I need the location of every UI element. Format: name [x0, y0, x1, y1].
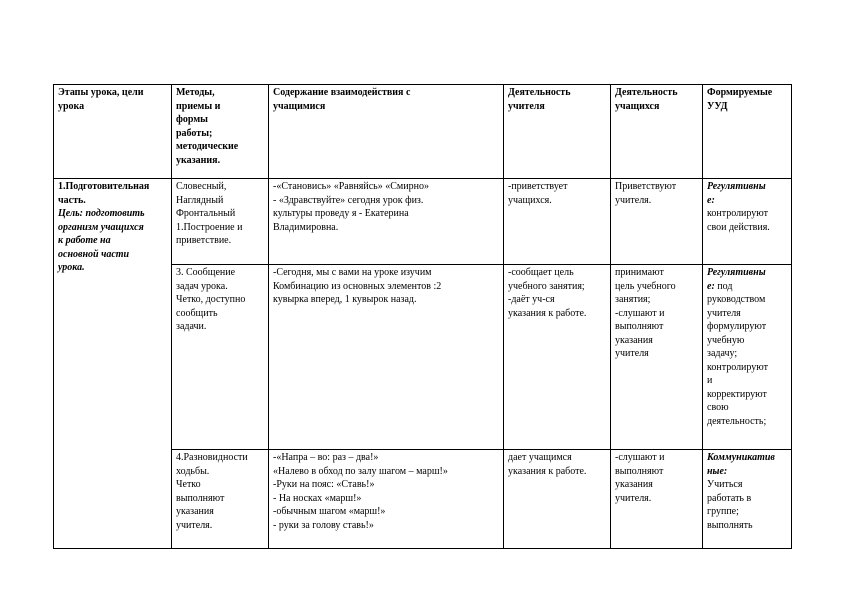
header-uud [703, 85, 792, 179]
content-cell [269, 265, 504, 450]
text-line: формы [176, 114, 208, 125]
text-line: выполняют [615, 465, 664, 477]
uud-title [707, 451, 787, 478]
methods-cell [172, 450, 269, 549]
text-line: -слушают и [615, 307, 665, 319]
text-line: Деятельность [615, 87, 678, 98]
text-line: Четко [176, 479, 201, 490]
text-line: урока. [58, 262, 85, 273]
text-line: -слушают и [615, 452, 665, 463]
text-line: 1.Подготовительная [58, 181, 150, 192]
table-header-row [54, 85, 792, 179]
header-methods [172, 85, 269, 179]
text-line: выполняют [615, 321, 664, 332]
uud-text [707, 293, 787, 428]
text-line: цель учебного [615, 280, 676, 292]
header-content [269, 85, 504, 179]
text-line: руководством [707, 294, 766, 305]
text-line: методические [176, 141, 239, 152]
text-line: культуры проведу я - Екатерина [273, 208, 409, 219]
students-cell [611, 265, 703, 450]
text-line: учащихся [615, 100, 660, 112]
uud-cell [703, 179, 792, 265]
text-line: Формируемые [707, 87, 773, 98]
text-line: занятия; [615, 294, 651, 305]
text-line: Приветствуют [615, 181, 677, 192]
text-line: организм учащихся [58, 221, 144, 233]
text-line: урока [58, 100, 85, 112]
text-line: ходьбы. [176, 465, 210, 477]
stage-title [58, 180, 167, 207]
text-line: учителя. [176, 519, 213, 531]
text-line: указания. [176, 154, 221, 166]
text-line: учащимися [273, 100, 326, 112]
text-line: Владимировна. [273, 221, 339, 233]
text-line: УУД [707, 100, 728, 112]
text-line: часть. [58, 194, 86, 206]
teacher-cell [504, 450, 611, 549]
text-line: 4.Разновидности [176, 452, 248, 463]
text-line: ные: [707, 465, 728, 477]
text-line: работы; [176, 127, 213, 139]
text-line: задачу; [707, 348, 738, 359]
text-line: - руки за голову ставь!» [273, 519, 374, 531]
text-line: деятельность; [707, 415, 767, 427]
stage-cell [54, 179, 172, 549]
uud-title-suffix: под [717, 280, 733, 292]
text-line: выполнять [707, 519, 753, 531]
text-line: Учиться [707, 479, 743, 490]
text-line: Наглядный [176, 194, 224, 206]
text-line: работать в [707, 492, 752, 504]
uud-title-line-2: е: [707, 280, 715, 292]
text-line: Содержание взаимодействия с [273, 87, 411, 98]
header-stages [54, 85, 172, 179]
content-cell [269, 179, 504, 265]
text-line: -«Становись» «Равняйсь» «Смирно» [273, 181, 429, 192]
text-line: Деятельность [508, 87, 571, 98]
text-line: е: [707, 194, 715, 206]
text-line: -приветствует [508, 181, 568, 192]
students-cell [611, 179, 703, 265]
content-cell [269, 450, 504, 549]
text-line: учебного занятия; [508, 280, 585, 292]
text-line: Фронтальный [176, 208, 236, 219]
text-line: контролируют [707, 208, 768, 219]
text-line: свою [707, 402, 729, 413]
teacher-cell [504, 265, 611, 450]
text-line: основной части [58, 248, 130, 260]
text-line: -Сегодня, мы с вами на уроке изучим [273, 267, 432, 278]
text-line: принимают [615, 267, 664, 278]
text-line: -даёт уч-ся [508, 294, 555, 305]
text-line: и [707, 375, 713, 386]
text-line: дает учащимся [508, 452, 572, 463]
header-teacher-activity [504, 85, 611, 179]
text-line: формулируют [707, 321, 767, 332]
text-line: -сообщает цель [508, 267, 574, 278]
text-line: группе; [707, 506, 739, 517]
text-line: Этапы урока, цели [58, 87, 144, 98]
text-line: Словесный, [176, 181, 227, 192]
lesson-plan-table [53, 84, 792, 549]
text-line: Комбинацию из основных элементов :2 [273, 280, 442, 292]
stage-goal [58, 207, 167, 275]
uud-title-line-1: Регулятивны [707, 267, 766, 278]
uud-text [707, 207, 787, 234]
text-line: учителя. [615, 194, 652, 206]
text-line: Методы, [176, 87, 215, 98]
methods-cell [172, 265, 269, 450]
text-line: -«Напра – во: раз – два!» [273, 452, 379, 463]
text-line: Четко, доступно [176, 294, 246, 305]
text-line: приветствие. [176, 235, 232, 246]
teacher-cell [504, 179, 611, 265]
text-line: указания [176, 506, 214, 517]
text-line: Коммуникатив [707, 452, 775, 463]
text-line: к работе на [58, 235, 111, 246]
text-line: Цель: подготовить [58, 208, 145, 219]
uud-text [707, 478, 787, 532]
text-line: учащихся. [508, 194, 552, 206]
text-line: «Налево в обход по залу шагом – марш!» [273, 465, 448, 477]
text-line: задачи. [176, 321, 207, 332]
text-line: Регулятивны [707, 181, 766, 192]
text-line: указания [615, 334, 653, 346]
text-line: контролируют [707, 361, 768, 373]
text-line: корректируют [707, 388, 767, 400]
text-line: указания [615, 479, 653, 490]
text-line: учителя [508, 100, 545, 112]
uud-title [707, 180, 787, 207]
students-cell [611, 450, 703, 549]
text-line: сообщить [176, 307, 218, 319]
text-line: учебную [707, 334, 745, 346]
uud-cell [703, 450, 792, 549]
text-line: приемы и [176, 100, 221, 112]
text-line: - «Здравствуйте» сегодня урок физ. [273, 194, 424, 206]
text-line: -Руки на пояс: «Ставь!» [273, 479, 375, 490]
header-student-activity [611, 85, 703, 179]
text-line: указания к работе. [508, 465, 587, 477]
text-line: учителя [707, 307, 741, 319]
text-line: кувырка вперед, 1 кувырок назад. [273, 294, 417, 305]
text-line: - На носках «марш!» [273, 492, 362, 504]
text-line: указания к работе. [508, 307, 587, 319]
text-line: 3. Сообщение [176, 267, 236, 278]
text-line: 1.Построение и [176, 221, 243, 233]
text-line: учителя [615, 348, 649, 359]
text-line: учителя. [615, 492, 652, 504]
uud-cell [703, 265, 792, 450]
text-line: -обычным шагом «марш!» [273, 506, 386, 517]
methods-cell [172, 179, 269, 265]
text-line: свои действия. [707, 221, 770, 233]
text-line: выполняют [176, 492, 225, 504]
table-row [54, 179, 792, 265]
text-line: задач урока. [176, 280, 228, 292]
